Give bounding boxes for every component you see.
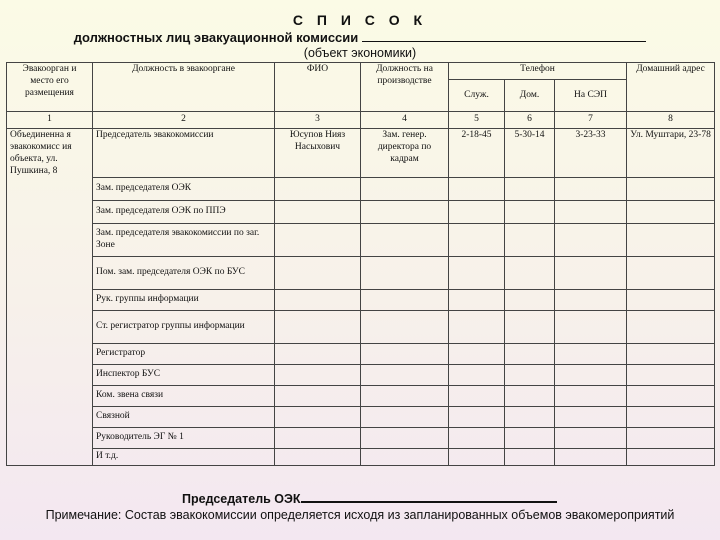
list-title: С П И С О К — [292, 12, 428, 28]
position-cell: Зам. председателя ОЭК — [93, 178, 275, 201]
header-phone-home: Дом. — [505, 80, 555, 112]
header-evac: Эвакоорган и место его размещения — [7, 63, 93, 112]
chairman-label: Председатель ОЭК — [182, 492, 301, 506]
header-phone-work: Служ. — [449, 80, 505, 112]
table-row — [7, 311, 715, 344]
position-cell: Ком. звена связи — [93, 386, 275, 407]
table-row — [7, 129, 715, 178]
table-row — [7, 407, 715, 428]
header-fio: ФИО — [275, 63, 361, 112]
header-phone: Телефон — [449, 63, 627, 80]
table-row — [7, 428, 715, 449]
header-position-evac: Должность в эвакооргане — [93, 63, 275, 112]
table-row — [7, 386, 715, 407]
position-cell: Регистратор — [93, 344, 275, 365]
table-row — [7, 344, 715, 365]
position-cell: Пом. зам. председателя ОЭК по БУС — [93, 257, 275, 290]
position-cell: Связной — [93, 407, 275, 428]
list-subtitle — [0, 30, 720, 45]
signature-blank-line — [301, 490, 557, 503]
subtitle-text: должностных лиц эвакуационной комиссии — [73, 30, 359, 45]
position-work-cell: Зам. генер. директора по кадрам — [361, 129, 449, 178]
commission-blank-line — [362, 30, 646, 42]
phone-sep-cell: 3-23-33 — [555, 129, 627, 178]
column-numbers-row — [7, 112, 715, 129]
address-cell: Ул. Муштари, 23-78 — [627, 129, 715, 178]
commission-table — [6, 62, 715, 466]
table-row — [7, 449, 715, 466]
object-caption: (объект экономики) — [303, 46, 417, 60]
header-position-work: Должность на производстве — [361, 63, 449, 112]
col-num: 1 — [7, 112, 93, 129]
header-row — [7, 63, 715, 80]
header-phone-sep: На СЭП — [555, 80, 627, 112]
table-row — [7, 178, 715, 201]
col-num: 4 — [361, 112, 449, 129]
col-num: 3 — [275, 112, 361, 129]
evac-body-cell: Объединенна я эвакокомисс ия объекта, ул. Пушкина, 8 — [7, 129, 93, 466]
table-row — [7, 365, 715, 386]
table-row — [7, 290, 715, 311]
col-num: 6 — [505, 112, 555, 129]
position-cell: Рук. группы информации — [93, 290, 275, 311]
position-cell: И т.д. — [93, 449, 275, 466]
phone-work-cell: 2-18-45 — [449, 129, 505, 178]
col-num: 2 — [93, 112, 275, 129]
table-row — [7, 257, 715, 290]
position-cell: Зам. председателя ОЭК по ППЭ — [93, 201, 275, 224]
col-num: 7 — [555, 112, 627, 129]
col-num: 8 — [627, 112, 715, 129]
position-cell: Председатель эвакокомиссии — [93, 129, 275, 178]
position-cell: Зам. председателя эвакокомиссии по заг. Зоне — [93, 224, 275, 257]
note-text: Примечание: Состав эвакокомиссии определяется исходя из запланированных объемов эвакомероприятий — [45, 508, 675, 522]
table-row — [7, 224, 715, 257]
position-cell: Руководитель ЭГ № 1 — [93, 428, 275, 449]
phone-home-cell: 5-30-14 — [505, 129, 555, 178]
position-cell: Инспектор БУС — [93, 365, 275, 386]
header-address: Домашний адрес — [627, 63, 715, 112]
table-row — [7, 201, 715, 224]
position-cell: Ст. регистратор группы информации — [93, 311, 275, 344]
col-num: 5 — [449, 112, 505, 129]
chairman-signature-line — [0, 490, 720, 506]
fio-cell: Юсупов Нияз Насыхович — [275, 129, 361, 178]
